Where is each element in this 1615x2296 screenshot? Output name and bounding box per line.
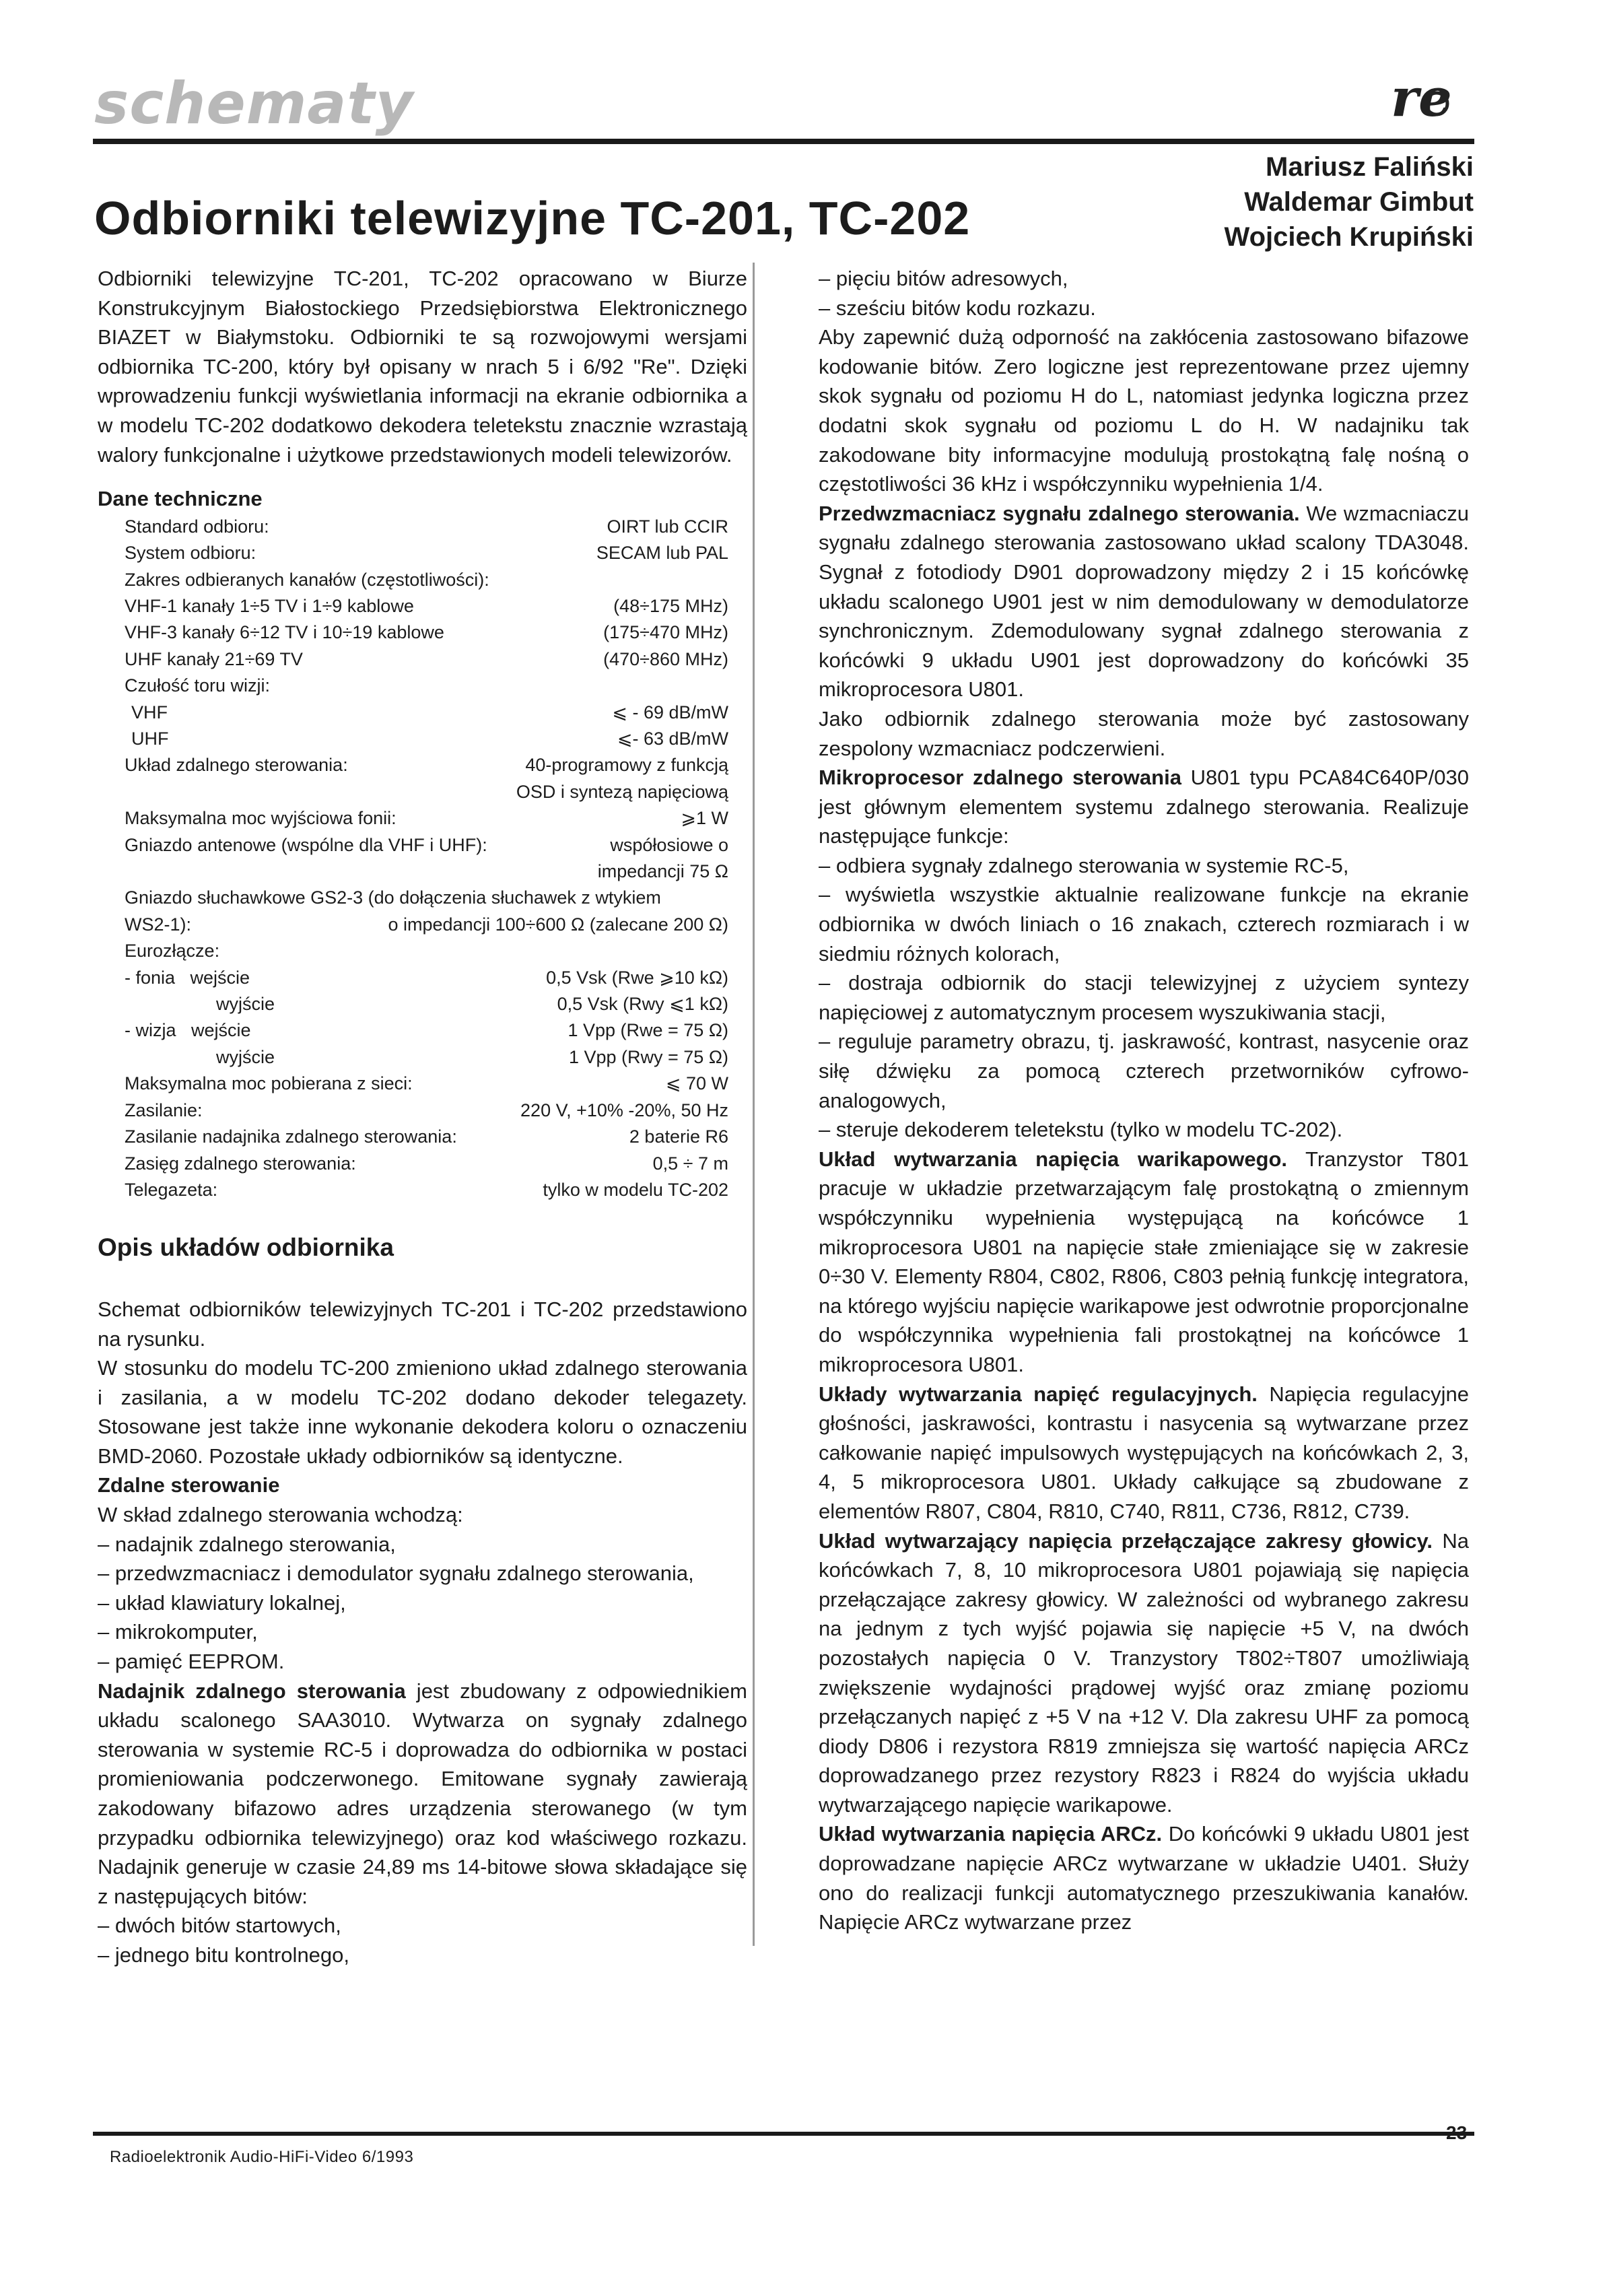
right-column [819,264,1469,1937]
list-item: – mikrokomputer, [98,1620,258,1644]
inline-heading: Nadajnik zdalnego sterowania [98,1679,406,1703]
list-item: – sześciu bitów kodu rozkazu. [819,296,1096,320]
footer-rule [93,2132,1474,2136]
spec-row: wyjście 0,5 Vsk (Rwy ⩽1 kΩ) [216,994,728,1015]
spec-row-cont: OSD i syntezą napięciową [516,781,728,802]
inline-heading: Układ wytwarzania napięcia warikapowego. [819,1147,1288,1171]
paragraph: Jako odbiornik zdalnego sterowania może być zastosowany zespolony wzmacniacz podczerwieni. [819,706,1469,760]
inline-heading: Przedwzmacniacz sygnału zdalnego sterowania. [819,501,1300,525]
spec-row: VHF-1 kanały 1÷5 TV i 1÷9 kablowe (48÷175 MHz) [125,595,728,616]
specs-table [98,514,747,1204]
inline-heading: Układ wytwarzania napięcia ARCz. [819,1822,1163,1846]
spec-row: Gniazdo antenowe (wspólne dla VHF i UHF): współosiowe o [125,834,728,855]
spec-row: Maksymalna moc wyjściowa fonii: ⩾1 W [125,808,728,829]
list-item: – jednego bitu kontrolnego, [98,1943,350,1967]
paragraph: Układy wytwarzania napięć regulacyjnych. Napięcia regulacyjne głośności, jaskrawości, kontrastu i nasycenia są wytwarzane przez całkowanie napięć impulsowych występujących na końcówkach 2, 3, 4, 5 mikroprocesora U801. Układy całkujące są zbudowane z elementów R807, C804, R810, C740, R811, C736, R812, C739. [819,1382,1469,1523]
author: Waldemar Gimbut [1244,187,1474,217]
intro-paragraph: Odbiorniki telewizyjne TC-201, TC-202 opracowano w Biurze Konstrukcyjnym Białostockiego Przedsiębiorstwa Elektronicznego BIAZET w Białymstoku. Odbiorniki te są rozwojowymi wersjami odbiornika TC-200, który był opisany w nrach 5 i 6/92 "Re". Dzięki wprowadzeniu funkcji wyświetlania informacji na ekranie odbiornika a w modelu TC-202 dodatkowo dekodera teletekstu znacznie wzrastają walory funkcjonalne i użytkowe przedstawionych modeli telewizorów. [98,267,747,467]
spec-row: VHF-3 kanały 6÷12 TV i 10÷19 kablowe (175÷470 MHz) [125,622,728,643]
spec-row: Maksymalna moc pobierana z sieci: ⩽ 70 W [125,1073,728,1094]
spec-row: Zakres odbieranych kanałów (częstotliwości): [125,569,489,590]
spec-row: Zasięg zdalnego sterowania: 0,5 ÷ 7 m [125,1153,728,1174]
article-title: Odbiorniki telewizyjne TC-201, TC-202 [94,192,971,244]
spec-row: wyjście 1 Vpp (Rwy = 75 Ω) [216,1046,728,1067]
list-item: – steruje dekoderem teletekstu (tylko w modelu TC-202). [819,1118,1343,1142]
list-item: – pamięć EEPROM. [98,1650,285,1674]
header-rule [93,139,1474,144]
paragraph: Schemat odbiorników telewizyjnych TC-201 i TC-202 przedstawiono na rysunku. [98,1297,747,1351]
subsection-heading: Zdalne sterowanie [98,1473,280,1497]
spec-row: System odbioru: SECAM lub PAL [125,543,728,564]
inline-heading: Mikroprocesor zdalnego sterowania [819,766,1181,790]
list-item: – reguluje parametry obrazu, tj. jaskrawość, kontrast, nasycenie oraz siłę dźwięku za pomocą czterech przetworników cyfrowo-analogowych, [819,1029,1469,1112]
spec-row: Gniazdo słuchawkowe GS2-3 (do dołączenia słuchawek z wtykiem [125,887,661,908]
paragraph: Układ wytwarzania napięcia ARCz. Do końcówki 9 układu U801 jest doprowadzane napięcie ARCz wytwarzane w układzie U401. Służy ono do realizacji funkcji automatycznego przeszukiwania kanałów. Napięcie ARCz wytwarzane przez [819,1822,1469,1934]
spec-row: Zasilanie: 220 V, +10% -20%, 50 Hz [125,1100,728,1120]
spec-row: Telegazeta: tylko w modelu TC-202 [125,1179,728,1200]
list-item: – dwóch bitów startowych, [98,1914,341,1938]
paragraph: W skład zdalnego sterowania wchodzą: [98,1503,463,1527]
list-item: – odbiera sygnały zdalnego sterowania w systemie RC-5, [819,853,1349,877]
spec-row: - wizja wejście 1 Vpp (Rwe = 75 Ω) [125,1020,728,1041]
spec-row: Zasilanie nadajnika zdalnego sterowania: 2 baterie R6 [125,1126,728,1147]
paragraph: Nadajnik zdalnego sterowania jest zbudowany z odpowiednikiem układu scalonego SAA3010. Wytwarza on sygnały zdalnego sterowania w systemie RC-5 i doprowadza do odbiornika w postaci promieniowania podczerwonego. Emitowane sygnały zawierają zakodowany bifazowo adres urządzenia sterowanego (w tym przypadku odbiornika telewizyjnego) oraz kod właściwego rozkazu. Nadajnik generuje w czasie 24,89 ms 14-bitowe słowa składające się z następujących bitów: [98,1679,747,1908]
spec-row: Czułość toru wizji: [125,675,271,696]
magazine-logo [1387,66,1461,131]
list-item: – pięciu bitów adresowych, [819,267,1068,290]
author: Mariusz Faliński [1266,152,1474,182]
paragraph: Układ wytwarzania napięcia warikapowego. Tranzystor T801 pracuje w układzie przetwarzającym falę prostokątną o zmiennym współczynniku wypełnienia występującą na końcówce 1 mikroprocesora U801 na napięcie stałe zmieniające się w zakresie 0÷30 V. Elementy R804, C802, R806, C803 pełnią funkcję integratora, na którego wyjściu napięcie warikapowe jest odwrotnie proporcjonalne do współczynnika wypełnienia fali prostokątnej na końcówce 1 mikroprocesora U801. [819,1147,1469,1376]
list-item: – przedwzmacniacz i demodulator sygnału zdalnego sterowania, [98,1561,694,1586]
spec-row: WS2-1): o impedancji 100÷600 Ω (zalecane 200 Ω) [125,914,728,935]
spec-row: Układ zdalnego sterowania: 40-programowy z funkcją [125,755,728,776]
section-header: schematy [94,70,414,137]
spec-row-cont: impedancji 75 Ω [597,861,728,882]
list-item: – wyświetla wszystkie aktualnie realizowane funkcje na ekranie odbiornika w dwóch liniach o 16 znakach, czterech rozmiarach i w siedmiu różnych kolorach, [819,883,1469,966]
paragraph: Przedwzmacniacz sygnału zdalnego sterowania. We wzmacniaczu sygnału zdalnego sterowania zastosowano układ scalony TDA3048. Sygnał z fotodiody D901 doprowadzony między 2 i 15 końcówkę układu scalonego U901 jest w nim demodulowany w demodulatorze synchronicznym. Zdemodulowany sygnał zdalnego sterowania z końcówki 9 układu U901 jest doprowadzony do końcówki 35 mikroprocesora U801. [819,501,1469,702]
paragraph: W stosunku do modelu TC-200 zmieniono układ zdalnego sterowania i zasilania, a w modelu TC-202 dodano dekoder telegazety. Stosowane jest także inne wykonanie dekodera koloru o oznaczeniu BMD-2060. Pozostałe układy odbiorników są identyczne. [98,1356,747,1468]
specs-heading: Dane techniczne [98,487,263,511]
inline-heading: Układ wytwarzający napięcia przełączające zakresy głowicy. [819,1528,1433,1553]
spec-row: - fonia wejście 0,5 Vsk (Rwe ⩾10 kΩ) [125,967,728,988]
paragraph: Mikroprocesor zdalnego sterowania U801 typu PCA84C640P/030 jest głównym elementem systemu zdalnego sterowania. Realizuje następujące funkcje: [819,766,1469,848]
spec-row: UHF ⩽- 63 dB/mW [131,729,728,749]
inline-heading: Układy wytwarzania napięć regulacyjnych. [819,1382,1258,1406]
section-heading: Opis układów odbiornika [98,1234,394,1262]
author: Wojciech Krupiński [1224,222,1474,252]
publication-footer: Radioelektronik Audio-HiFi-Video 6/1993 [110,2148,414,2166]
logo-lettering: re [1391,67,1452,129]
column-divider [753,263,755,1946]
list-item: – dostraja odbiornik do stacji telewizyjnej z użyciem syntezy napięciowej z automatycznym procesem wyszukiwania stacji, [819,971,1469,1024]
page-number: 23 [1446,2122,1468,2143]
spec-row: UHF kanały 21÷69 TV (470÷860 MHz) [125,648,728,669]
authors [1225,149,1474,255]
list-item: – układ klawiatury lokalnej, [98,1590,346,1615]
left-column [98,264,747,1970]
list-item: – nadajnik zdalnego sterowania, [98,1532,396,1556]
spec-row: Eurozłącze: [125,941,220,961]
spec-row: VHF ⩽ - 69 dB/mW [131,702,728,722]
spec-row: Standard odbioru: OIRT lub CCIR [125,516,728,537]
paragraph: Układ wytwarzający napięcia przełączające zakresy głowicy. Na końcówkach 7, 8, 10 mikroprocesora U801 pojawiają się napięcia przełączające zakresy głowicy. W zależności od wybranego zakresu na jednym z tych wyjść pojawia się napięcie +5 V, na dwóch pozostałych napięcia 0 V. Tranzystory T802÷T807 umożliwiają zwiększenie wydajności prądowej wyjść oraz zmianę poziomu przełączanych napięć z +5 V na +12 V. Dla zakresu UHF za pomocą diody D806 i rezystora R819 zmniejsza się wartość napięcia ARCz doprowadzanego przez rezystory R823 i R824 do wyjścia układu wytwarzającego napięcie warikapowe. [819,1528,1469,1817]
paragraph: Aby zapewnić dużą odporność na zakłócenia zastosowano bifazowe kodowanie bitów. Zero logiczne jest reprezentowane przez ujemny skok sygnału od poziomu H do L, natomiast jedynka logiczna przez dodatni skok sygnału od poziomu L do H. W nadajniku tak zakodowane bity informacyjne modulują prostokątną falę nośną o częstotliwości 36 kHz i współczynniku wypełnienia 1/4. [819,325,1469,496]
